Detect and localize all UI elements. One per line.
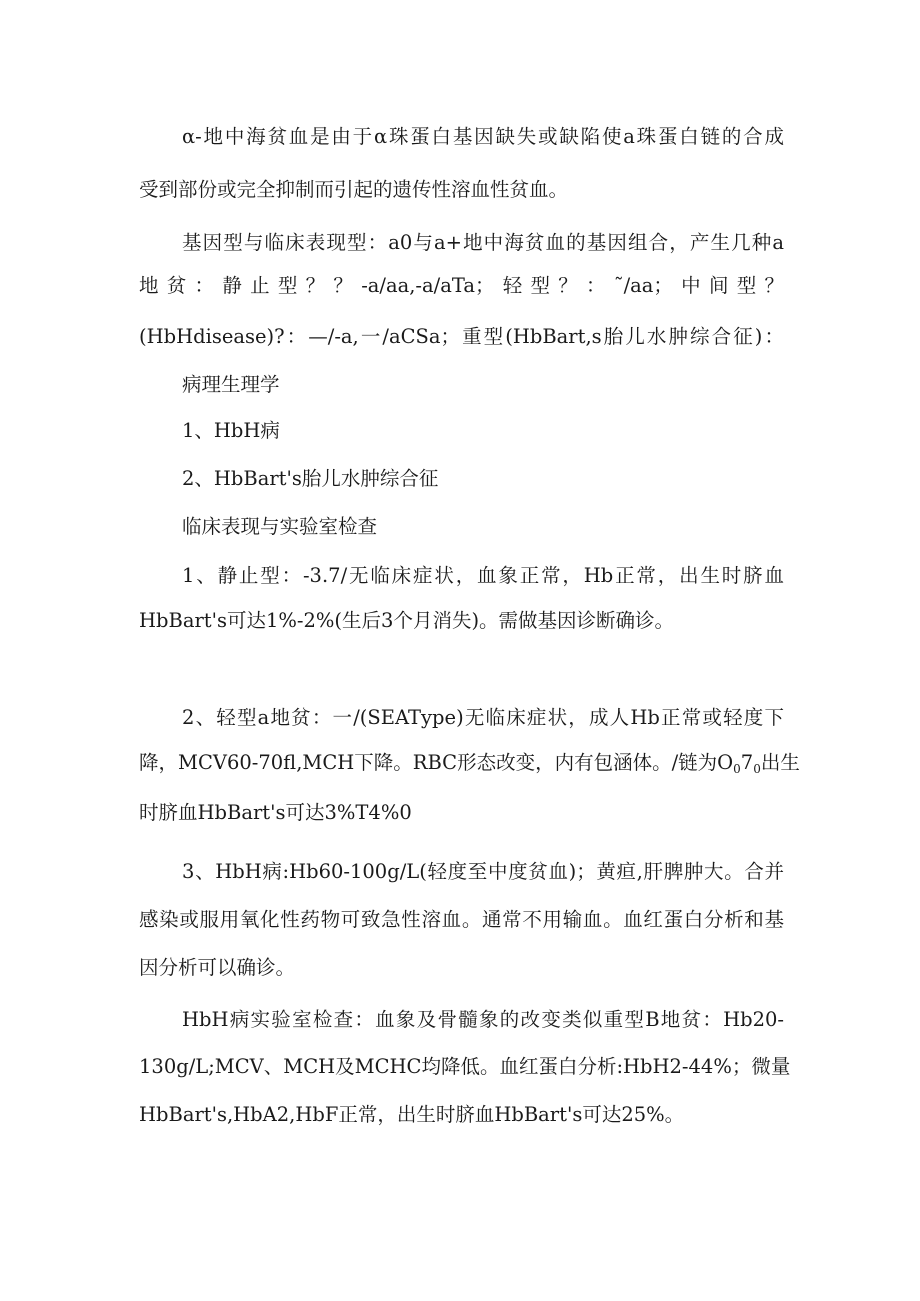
clinical-p2-line-1: 2、轻型a地贫：一/(SEAType)无临床症状，成人Hb正常或轻度下 (182, 706, 784, 729)
intro-line-2: 受到部份或完全抑制而引起的遗传性溶血性贫血。 (139, 178, 569, 201)
section-heading-clinical: 临床表现与实验室检查 (182, 515, 378, 538)
clinical-p3-line-2: 感染或服用氧化性药物可致急性溶血。通常不用输血。血红蛋白分析和基 (139, 908, 784, 931)
genotype-line-2: 地贫：静止型？？-a/aa,-a/aTa；轻型？：˜/aa；中间型？ (139, 274, 784, 297)
clinical-p3-line-1: 3、HbH病:Hb60-100g/L(轻度至中度贫血)；黄疸,肝脾肿大。合并 (182, 860, 784, 883)
genotype-line-3: (HbHdisease)?：—/-a,一/aCSa；重型(HbBart,s胎儿水肿综合征)： (139, 325, 784, 348)
section-heading-pathophysiology: 病理生理学 (182, 373, 280, 396)
clinical-p3-line-3: 因分析可以确诊。 (139, 956, 296, 979)
genotype-line-1: 基因型与临床表现型：a0与a+地中海贫血的基因组合，产生几种a (182, 231, 784, 254)
intro-line-1: α-地中海贫血是由于α珠蛋白基因缺失或缺陷使a珠蛋白链的合成 (182, 125, 784, 148)
clinical-p1-line-2: HbBart's可达1%-2%(生后3个月消失)。需做基因诊断确诊。 (139, 609, 675, 632)
patho-item-2: 2、HbBart's胎儿水肿综合征 (182, 467, 439, 490)
clinical-p4-line-1: HbH病实验室检查：血象及骨髓象的改变类似重型B地贫：Hb20- (182, 1008, 784, 1031)
patho-item-1: 1、HbH病 (182, 419, 280, 442)
clinical-p2-line-2: 降，MCV60-70fl,MCH下降。RBC形态改变，内有包涵体。/链为$O_07_0$出生 (139, 751, 800, 776)
clinical-p4-line-3: HbBart's,HbA2,HbF正常，出生时脐血HbBart's可达25%。 (139, 1103, 685, 1126)
clinical-p2-line-3: 时脐血HbBart's可达3%T4%0 (139, 801, 412, 824)
clinical-p4-line-2: 130g/L;MCV、MCH及MCHC均降低。血红蛋白分析:HbH2-44%；微量 (139, 1055, 791, 1078)
clinical-p1-line-1: 1、静止型：-3.7/无临床症状，血象正常，Hb正常，出生时脐血 (182, 564, 784, 587)
